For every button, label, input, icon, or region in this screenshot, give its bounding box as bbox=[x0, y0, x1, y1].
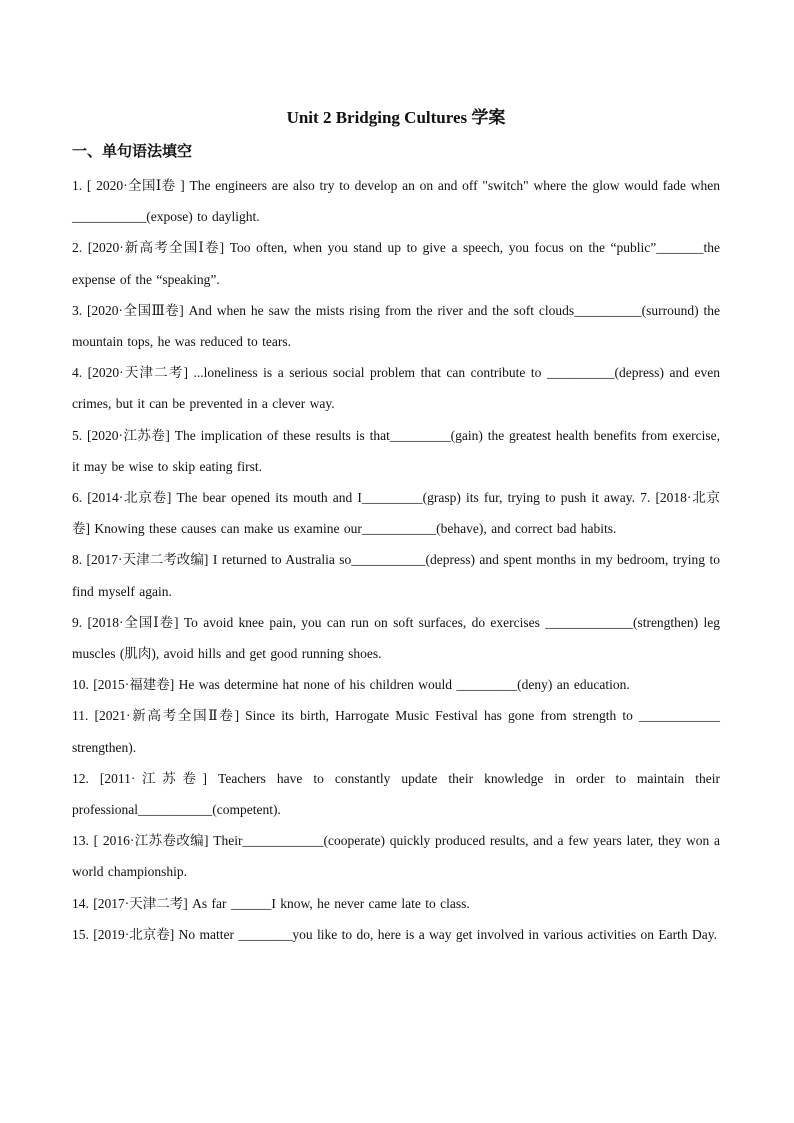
question-item-1: 1. [ 2020·全国Ⅰ卷 ] The engineers are also try to develop an on and off "switch" where the glow would fade when ___________(expose) to daylight. bbox=[72, 178, 720, 225]
question-item-13: 13. [ 2016·江苏卷改编] Their____________(cooperate) quickly produced results, and a few years later, they won a world championship. bbox=[72, 833, 720, 880]
worksheet-page bbox=[72, 107, 720, 950]
question-item-15: 15. [2019·北京卷] No matter ________you like to do, here is a way get involved in various activities on Earth Day. bbox=[72, 926, 717, 942]
question-item-11: 11. [2021·新高考全国Ⅱ卷] Since its birth, Harrogate Music Festival has gone from strength to ____________ strengthen). bbox=[72, 708, 720, 755]
question-item-12: 12. [2011·江苏卷] Teachers have to constantly update their knowledge in order to maintain their professional___________(competent). bbox=[72, 770, 720, 818]
question-item-9: 9. [2018·全国Ⅰ卷] To avoid knee pain, you can run on soft surfaces, do exercises _____________(strengthen) leg muscles (肌肉), avoid hills and get good running shoes. bbox=[72, 614, 720, 662]
question-item-6-7: 6. [2014·北京卷] The bear opened its mouth and I_________(grasp) its fur, trying to push it away. 7. [2018·北京卷] Knowing these causes can make us examine our___________(behave), and correct bad habits. bbox=[72, 490, 720, 537]
question-item-8: 8. [2017·天津二考改编] I returned to Australia so___________(depress) and spent months in my bedroom, trying to find myself again. bbox=[72, 552, 720, 599]
question-item-10: 10. [2015·福建卷] He was determine hat none of his children would _________(deny) an education. bbox=[72, 677, 630, 693]
worksheet-title: Unit 2 Bridging Cultures 学案 bbox=[286, 108, 506, 127]
question-item-4: 4. [2020·天津二考] ...loneliness is a serious social problem that can contribute to __________(depress) and even crimes, but it can be prevented in a clever way. bbox=[72, 365, 720, 412]
question-item-5: 5. [2020·江苏卷] The implication of these results is that_________(gain) the greatest health benefits from exercise, it may be wise to skip eating first. bbox=[72, 427, 720, 474]
question-item-2: 2. [2020·新高考全国Ⅰ卷] Too often, when you stand up to give a speech, you focus on the “public”_______the expense of the “speaking”. bbox=[72, 240, 720, 287]
section-heading: 一、单句语法填空 bbox=[72, 144, 193, 160]
question-item-14: 14. [2017·天津二考] As far ______I know, he never came late to class. bbox=[72, 895, 470, 911]
question-item-3: 3. [2020·全国Ⅲ卷] And when he saw the mists rising from the river and the soft clouds__________(surround) the mountain tops, he was reduced to tears. bbox=[72, 302, 720, 350]
question-list bbox=[72, 170, 720, 950]
